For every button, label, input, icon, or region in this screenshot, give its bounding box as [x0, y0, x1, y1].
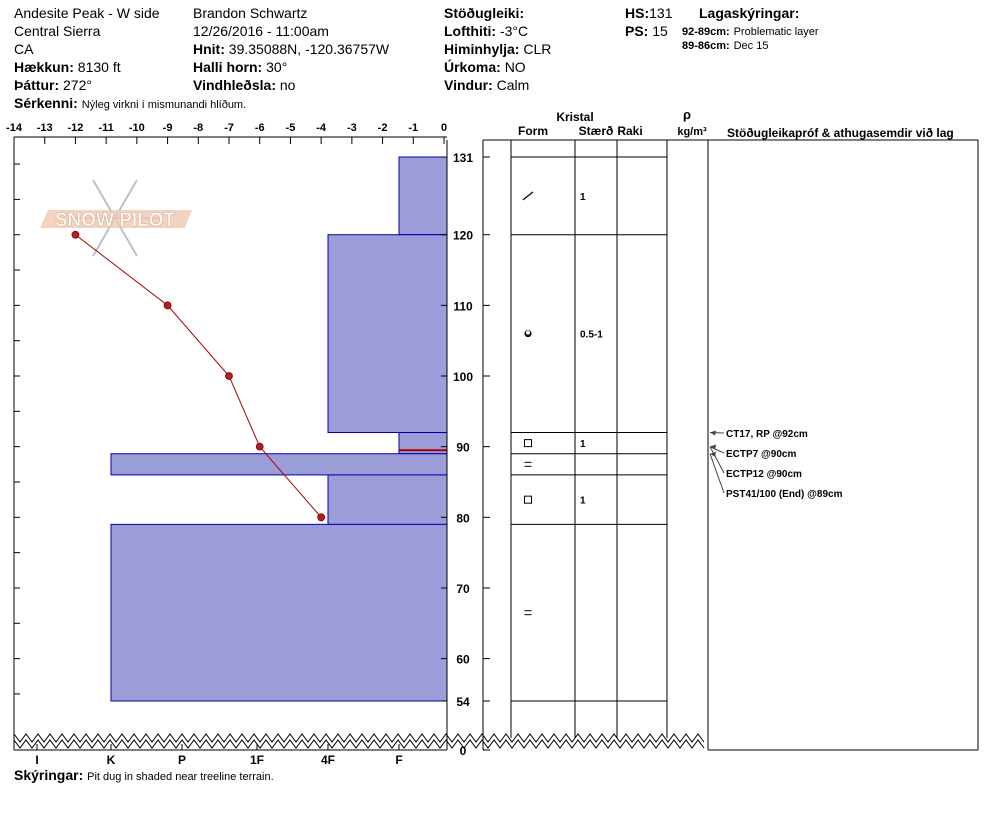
temp-point [318, 514, 325, 521]
slope-value: 30° [266, 59, 288, 75]
ps-value: 15 [652, 23, 668, 39]
ps-label: PS: [625, 23, 649, 39]
coords-value: 39.35088N, -120.36757W [228, 41, 390, 57]
state: CA [14, 41, 34, 57]
precip-label: Úrkoma: [444, 59, 501, 75]
slope-label: Halli horn: [193, 59, 263, 75]
temp-point [72, 231, 79, 238]
aspect-value: 272° [63, 77, 92, 93]
size-header: Stærð [578, 124, 614, 138]
hardness-layer-4 [111, 454, 447, 475]
layer-note-2-text: Dec 15 [733, 40, 769, 52]
hardness-axis [35, 744, 402, 767]
temp-tick-label: -1 [408, 122, 419, 134]
wind-value: Calm [496, 77, 530, 93]
hardness-layer-1 [399, 157, 447, 235]
observer: Brandon Schwartz [193, 5, 308, 21]
depth-axis [441, 140, 490, 758]
depth-tick-label: 60 [456, 652, 470, 667]
coords-label: Hnit: [193, 41, 225, 57]
temp-tick-label: -5 [285, 122, 296, 134]
crystal-header: Kristal [556, 110, 594, 124]
test-label: ECTP7 @90cm [726, 449, 797, 460]
datetime: 12/26/2016 - 11:00am [193, 23, 329, 39]
rho-header: ρ [682, 107, 692, 122]
temp-point [164, 302, 171, 309]
location: Andesite Peak - W side [14, 5, 160, 21]
temp-tick-label: -10 [128, 122, 145, 134]
depth-tick-label: 110 [453, 299, 473, 314]
elevation-value: 8130 ft [77, 59, 121, 75]
features-label: Sérkenni: [14, 95, 78, 111]
hs-value: 131 [649, 5, 673, 21]
hardness-tick-label: F [395, 753, 403, 767]
temperature-profile [72, 231, 325, 521]
depth-tick-label: 54 [456, 695, 470, 709]
depth-tick-label: 80 [456, 511, 470, 526]
wind-loading-value: no [279, 77, 296, 93]
temp-tick-label: -4 [316, 122, 327, 134]
rounded-grain-icon-inner [526, 331, 530, 335]
comments-value: Pit dug in shaded near treeline terrain. [87, 771, 274, 783]
stability-label: Stöðugleiki: [444, 5, 525, 21]
temp-tick-label: -13 [36, 122, 53, 134]
depth-break-lower [14, 740, 704, 748]
temp-tick-label: -12 [67, 122, 84, 134]
layer-note-2-range: 89-86cm: [682, 40, 730, 52]
temp-tick-label: -9 [162, 122, 173, 134]
comments-label: Skýringar: [14, 767, 84, 783]
temp-tick-label: -7 [224, 122, 234, 134]
hs-label: HS: [625, 5, 650, 21]
depth-tick-label: 120 [452, 228, 474, 243]
temp-tick-label: -14 [6, 122, 22, 134]
temperature-axis [6, 122, 447, 144]
temp-point [226, 373, 233, 380]
grain-size-label: 1 [580, 191, 586, 203]
decomposing-icon [523, 192, 533, 200]
layer-notes-title: Lagaskýringar: [699, 5, 800, 21]
depth-break-upper [14, 734, 704, 742]
temp-point [256, 443, 263, 450]
range: Central Sierra [14, 23, 101, 39]
depth-tick-label: 131 [452, 151, 474, 165]
precip-value: NO [504, 59, 526, 75]
aspect-label: Þáttur: [14, 77, 60, 93]
grain-size-label: 1 [580, 495, 586, 507]
temp-tick-label: -11 [98, 122, 114, 134]
density-header: kg/m³ [677, 126, 707, 138]
temp-tick-label: -2 [377, 122, 388, 134]
form-header: Form [518, 124, 548, 138]
layer-note-1-range: 92-89cm: [682, 26, 730, 38]
hardness-layer-2 [328, 235, 447, 433]
stability-tests [710, 429, 843, 500]
hardness-layer-6 [111, 524, 447, 701]
temp-tick-label: 0 [440, 122, 448, 134]
wind-label: Vindur: [444, 77, 493, 93]
hardness-layer-5 [328, 475, 447, 524]
temp-tick-label: -3 [346, 122, 357, 134]
hardness-tick-label: P [177, 753, 187, 767]
facet-icon [525, 440, 532, 447]
grain-size-label: 0.5-1 [580, 329, 603, 341]
test-label: PST41/100 (End) @89cm [726, 489, 843, 500]
moisture-header: Raki [617, 124, 643, 138]
air-temp-value: -3°C [499, 23, 529, 39]
hardness-layers [111, 157, 447, 701]
elevation-label: Hækkun: [14, 59, 74, 75]
wind-loading-label: Vindhleðsla: [193, 77, 276, 93]
temp-tick-label: -6 [254, 122, 265, 134]
hardness-tick-label: 1F [249, 753, 265, 767]
sky-label: Himinhylja: [444, 41, 520, 57]
features-value: Nýleg virkni í mismunandi hlíðum. [81, 99, 247, 111]
hardness-tick-label: I [35, 753, 39, 767]
depth-tick-label: 100 [452, 370, 474, 385]
snowpilot-logo [40, 180, 192, 256]
test-label: CT17, RP @92cm [726, 429, 808, 440]
hardness-tick-label: K [106, 753, 116, 767]
test-arrowhead [710, 431, 716, 436]
grain-size-label: 1 [580, 439, 586, 451]
air-temp-label: Lofthiti: [444, 23, 497, 39]
layer-note-1-text: Problematic layer [733, 26, 819, 38]
depth-tick-label: 0 [459, 744, 467, 758]
test-label: ECTP12 @90cm [726, 469, 802, 480]
temp-tick-label: -8 [193, 122, 204, 134]
sky-value: CLR [523, 41, 552, 57]
facet-icon [525, 496, 532, 503]
logo-text: SNOW PILOT [54, 210, 176, 231]
hardness-tick-label: 4F [320, 753, 336, 767]
tests-header: Stöðugleikapróf & athugasemdir við lag [727, 126, 954, 140]
depth-tick-label: 70 [456, 581, 470, 596]
depth-tick-label: 90 [456, 440, 470, 455]
